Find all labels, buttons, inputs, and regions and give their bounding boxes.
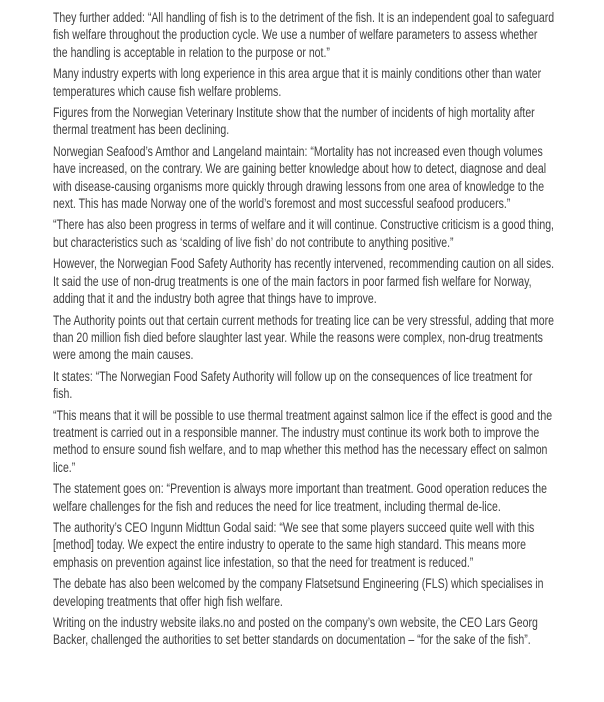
article-paragraph: The statement goes on: “Prevention is always more important than treatment. Good operation reduces the welfare challenges for the fish and reduces the need for lice treatment, including thermal de-lice.: [53, 481, 548, 514]
article-paragraph: “There has also been progress in terms of welfare and it will continue. Constructive criticism is a good thing, but characteristics such as ‘scalding of live fish’ do not contribute to anything positive.”: [53, 217, 554, 250]
article-paragraph: “This means that it will be possible to use thermal treatment against salmon lice if the effect is good and the treatment is carried out in a responsible manner. The industry must continue its work both to improve the method to ensure sound fish welfare, and to map whether this method has the necessary effect on salmon lice.”: [53, 407, 553, 475]
article-paragraph: The Authority points out that certain current methods for treating lice can be very stressful, adding that more than 20 million fish died before slaughter last year. While the reasons were complex, non-drug treatments were among the main causes.: [53, 312, 555, 363]
article-paragraph: The authority’s CEO Ingunn Midttun Godal said: “We see that some players succeed quite well with this [method] today. We expect the entire industry to operate to the same high standard. This means more emphasis on prevention against lice infestation, so that the need for treatment is reduced.”: [53, 519, 535, 570]
article-paragraph: However, the Norwegian Food Safety Authority has recently intervened, recommending caution on all sides. It said the use of non-drug treatments is one of the main factors in poor farmed fish welfare for Norway, adding that it and the industry both agree that things have to improve.: [53, 256, 555, 307]
article-paragraph: Norwegian Seafood’s Amthor and Langeland maintain: “Mortality has not increased even though volumes have increased, on the contrary. We are gaining better knowledge about how to detect, diagnose and deal with disease-causing organisms more quickly through drawing lessons from one area of knowledge to the next. This has made Norway one of the world’s foremost and most successful seafood producers.”: [53, 143, 547, 212]
article-paragraph: It states: “The Norwegian Food Safety Authority will follow up on the consequences of lice treatment for fish.: [53, 368, 533, 402]
article-body: [53, 9, 555, 653]
article-paragraph: Writing on the industry website ilaks.no and posted on the company’s own website, the CEO Lars Georg Backer, challenged the authorities to set better standards on documentation – “for the sake of the fish”.: [53, 615, 538, 648]
article-paragraph: Figures from the Norwegian Veterinary Institute show that the number of incidents of high mortality after thermal treatment has been declining.: [53, 105, 535, 138]
article-paragraph: They further added: “All handling of fish is to the detriment of the fish. It is an independent goal to safeguard fish welfare throughout the production cycle. We use a number of welfare parameters to assess whether the handling is acceptable in relation to the purpose or not.”: [53, 10, 555, 60]
article-paragraph: The debate has also been welcomed by the company Flatsetsund Engineering (FLS) which specialises in developing treatments that offer high fish welfare.: [53, 576, 544, 609]
article-paragraph: Many industry experts with long experience in this area argue that it is mainly conditions other than water temperatures which cause fish welfare problems.: [53, 66, 542, 99]
